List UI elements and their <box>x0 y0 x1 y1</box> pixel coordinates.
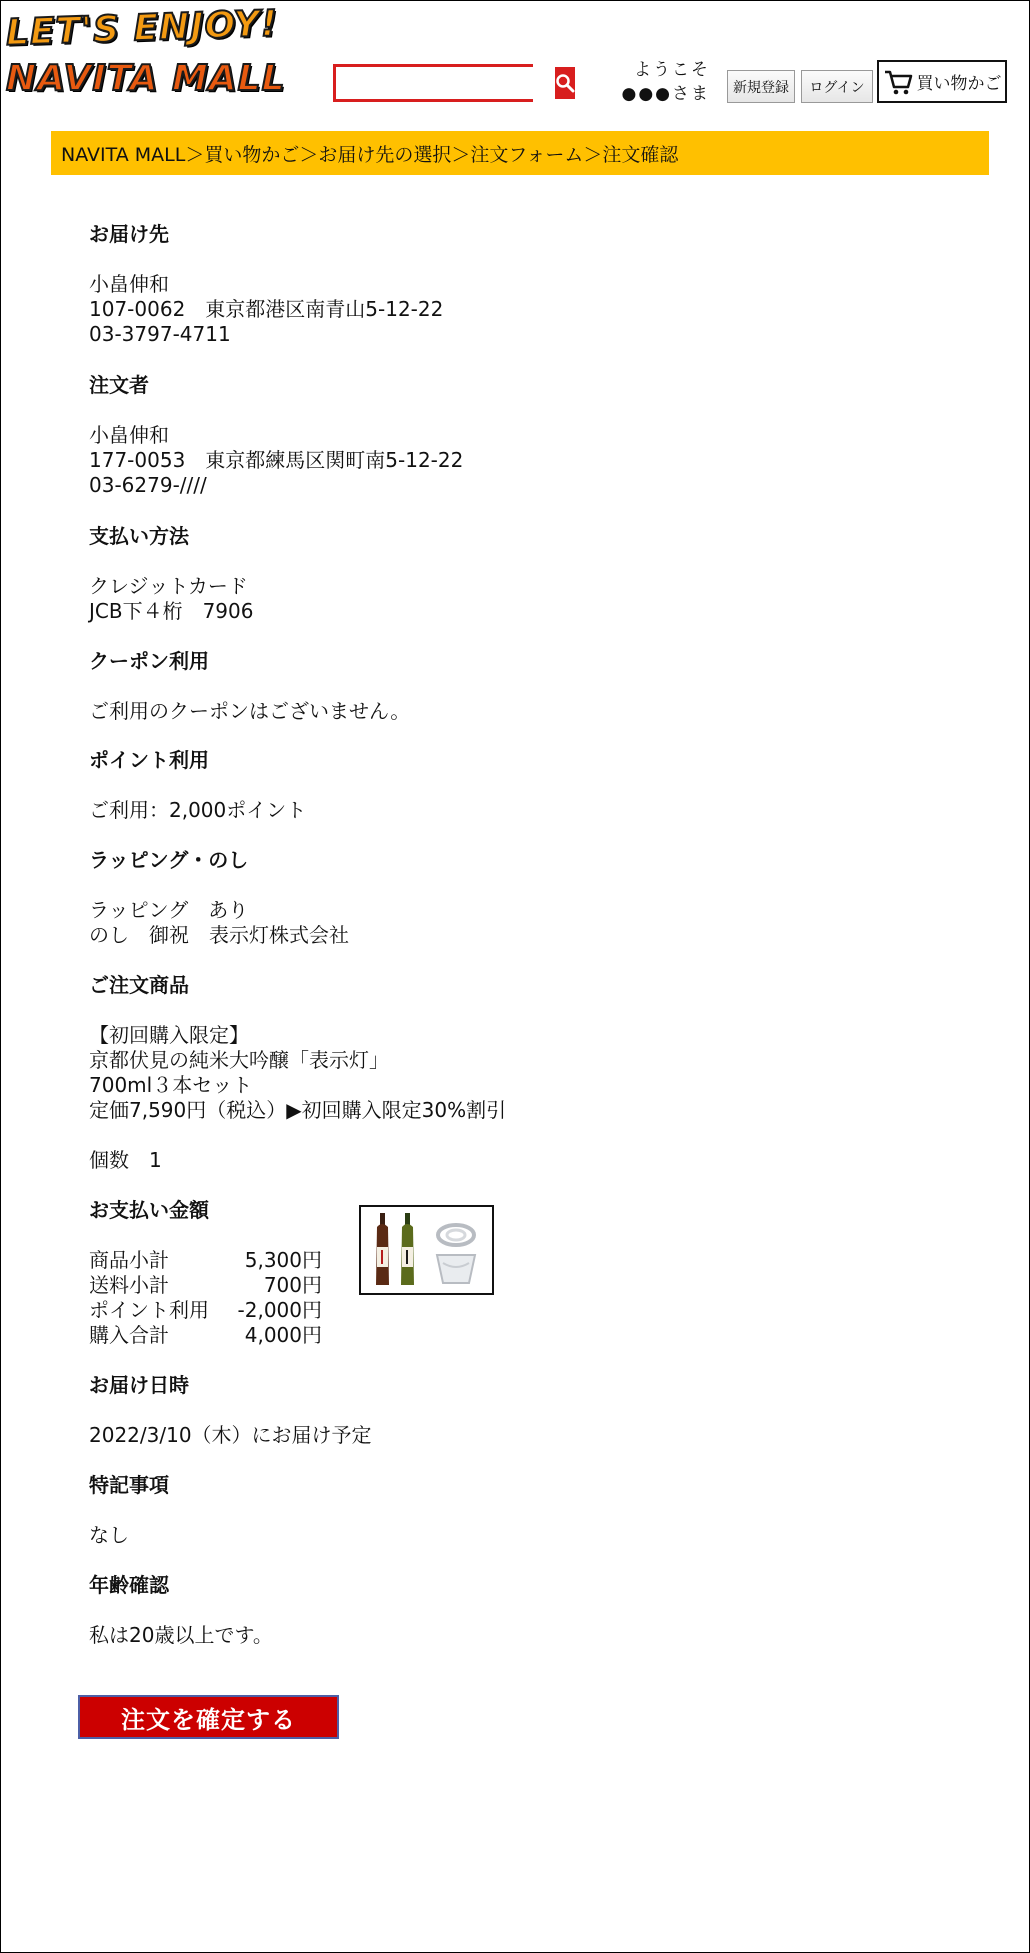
welcome-line-1: ようこそ <box>634 60 710 80</box>
orderer-name: 小畠伸和 <box>89 423 169 447</box>
delivery-date-section <box>89 1373 372 1448</box>
delivery-heading: お届け先 <box>89 222 169 246</box>
product-line-4: 定価7,590円（税込）▶初回購入限定30%割引 <box>89 1098 507 1122</box>
product-section <box>89 973 506 1173</box>
product-heading: ご注文商品 <box>89 973 189 997</box>
payment-method: クレジットカード <box>89 574 248 598</box>
orderer-phone: 03-6279-//// <box>89 473 207 497</box>
notes-heading: 特記事項 <box>89 1473 169 1497</box>
search-input[interactable] <box>336 67 555 99</box>
search-button[interactable] <box>555 67 575 99</box>
delivery-address: 107-0062 東京都港区南青山5-12-22 <box>89 297 444 321</box>
wrapping-heading: ラッピング・のし <box>89 848 249 872</box>
product-line-3: 700ml３本セット <box>89 1073 253 1097</box>
amount-heading: お支払い金額 <box>89 1198 209 1222</box>
amount-label: 商品小計 <box>89 1248 169 1272</box>
payment-heading: 支払い方法 <box>89 524 189 548</box>
points-text: ご利用：2,000ポイント <box>89 798 307 822</box>
wrapping-section <box>89 848 349 948</box>
sake-bottles-image <box>361 1207 492 1293</box>
search-icon <box>555 73 575 93</box>
breadcrumb-text[interactable]: NAVITA MALL＞買い物かご＞お届け先の選択＞注文フォーム＞注文確認 <box>61 143 679 166</box>
amount-label: ポイント利用 <box>89 1298 209 1322</box>
delivery-date-heading: お届け日時 <box>89 1373 189 1397</box>
coupon-text: ご利用のクーポンはございません。 <box>89 699 411 723</box>
points-heading: ポイント利用 <box>89 748 209 772</box>
confirm-order-button[interactable]: 注文を確定する <box>78 1695 339 1739</box>
product-image <box>359 1205 494 1295</box>
wrapping-text: ラッピング あり <box>89 898 249 922</box>
amount-table <box>89 1248 322 1348</box>
noshi-text: のし 御祝 表示灯株式会社 <box>89 923 349 947</box>
amount-label: 購入合計 <box>89 1323 169 1347</box>
register-button[interactable]: 新規登録 <box>727 70 795 103</box>
coupon-heading: クーポン利用 <box>89 649 209 673</box>
amount-value: 4,000円 <box>244 1323 322 1347</box>
amount-value: 5,300円 <box>244 1248 322 1272</box>
notes-text: なし <box>89 1523 129 1547</box>
breadcrumb <box>51 131 989 175</box>
amount-value: -2,000円 <box>237 1298 322 1322</box>
cart-button[interactable] <box>877 60 1007 103</box>
delivery-section <box>89 222 443 347</box>
logo-line-1: LET'S ENJOY! <box>5 3 279 54</box>
coupon-section <box>89 649 410 724</box>
age-section <box>89 1573 273 1648</box>
orderer-section <box>89 373 463 498</box>
product-quantity: 個数 1 <box>89 1148 162 1172</box>
welcome-user: ●●●さま <box>621 84 710 104</box>
delivery-phone: 03-3797-4711 <box>89 322 231 346</box>
cart-label: 買い物かご <box>916 74 1002 94</box>
welcome-message <box>610 58 710 106</box>
site-logo[interactable] <box>5 3 306 108</box>
points-section <box>89 748 306 823</box>
amount-label: 送料小計 <box>89 1273 169 1297</box>
age-heading: 年齢確認 <box>89 1573 169 1597</box>
amount-value: 700円 <box>263 1273 322 1297</box>
delivery-date-text: 2022/3/10（木）にお届け予定 <box>89 1423 372 1447</box>
cart-icon <box>883 68 913 96</box>
payment-card: JCB下４桁 7906 <box>89 599 254 623</box>
logo-line-2: NAVITA MALL <box>6 58 286 99</box>
login-button[interactable]: ログイン <box>801 70 873 103</box>
orderer-address: 177-0053 東京都練馬区関町南5-12-22 <box>89 448 464 472</box>
age-text: 私は20歳以上です。 <box>89 1623 273 1647</box>
notes-section <box>89 1473 169 1548</box>
amount-section <box>89 1198 322 1348</box>
search-box <box>333 64 533 102</box>
product-line-1: 【初回購入限定】 <box>89 1023 249 1047</box>
product-line-2: 京都伏見の純米大吟醸「表示灯」 <box>89 1048 389 1072</box>
delivery-name: 小畠伸和 <box>89 272 169 296</box>
orderer-heading: 注文者 <box>89 373 149 397</box>
payment-section <box>89 524 253 624</box>
